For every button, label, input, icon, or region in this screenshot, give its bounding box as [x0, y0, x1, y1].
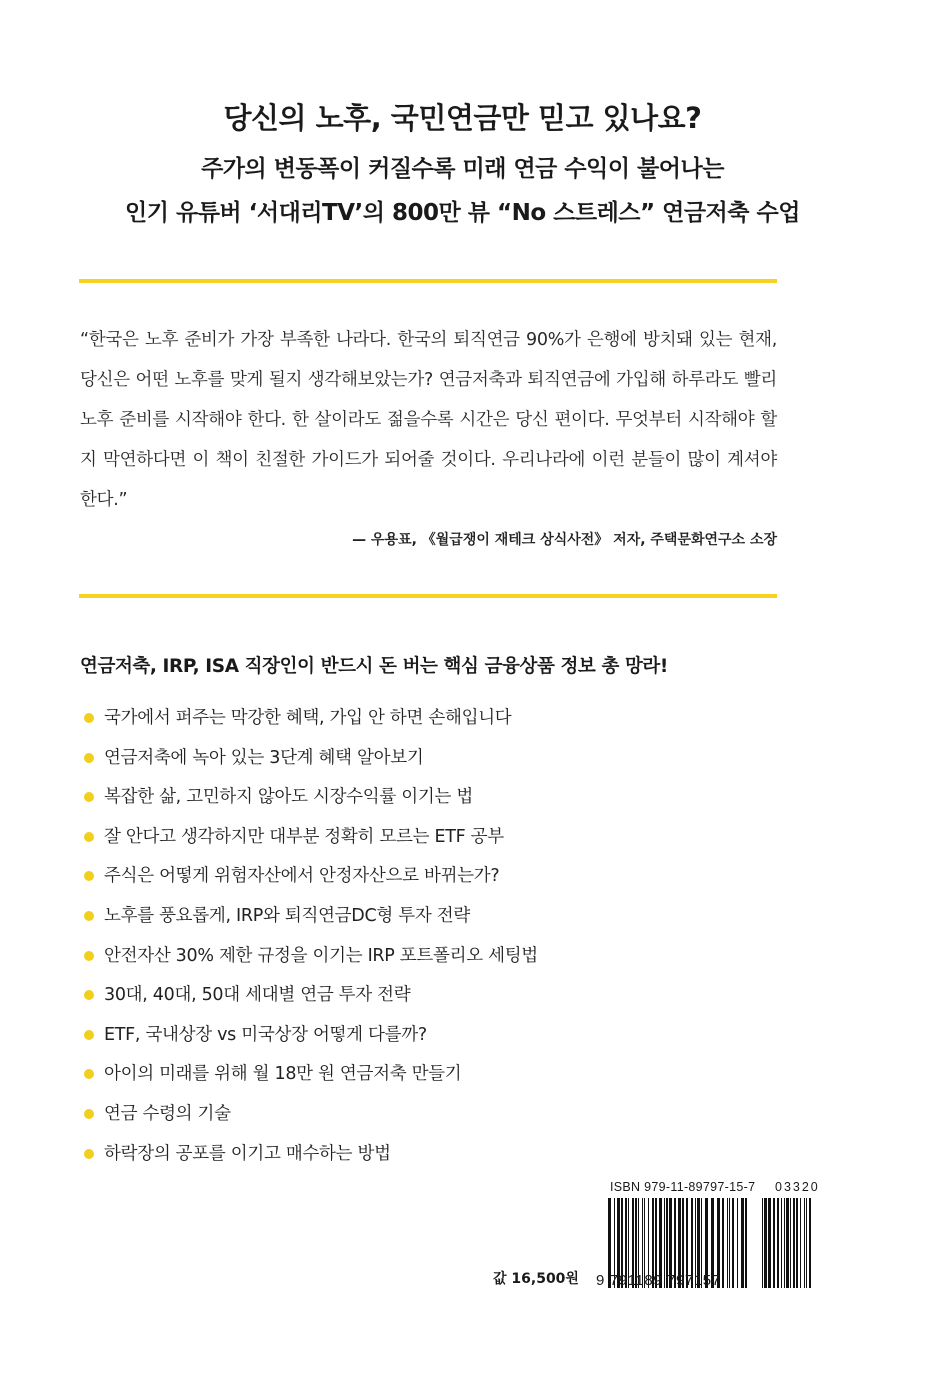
feature-text: 연금 수령의 기술	[104, 1103, 231, 1124]
feature-item	[80, 1096, 538, 1136]
headline-main: 당신의 노후, 국민연금만 믿고 있나요?	[223, 101, 702, 135]
bottom-divider	[79, 594, 777, 598]
feature-item	[80, 1056, 538, 1096]
endorsement-source: — 우용표, 《월급쟁이 재테크 상식사전》 저자, 주택문화연구소 소장	[352, 532, 777, 548]
bullet-icon	[84, 1030, 94, 1040]
feature-text: 안전자산 30% 제한 규정을 이기는 IRP 포트폴리오 세팅법	[104, 945, 538, 966]
endorsement-quote: “한국은 노후 준비가 가장 부족한 나라다. 한국의 퇴직연금 90%가 은행에 방치돼 있는 현재, 당신은 어떤 노후를 맞게 될지 생각해보았는가? 연금저축과 퇴직연금에 가입해 하루라도 빨리 노후 준비를 시작해야 한다. 한 살이라도 젊을수록 시간은 당신 편이다. 무엇부터 시작해야 할지 막연하다면 이 책이 친절한 가이드가 되어줄 것이다. 우리나라에 이런 분들이 많이 계셔야 한다.”	[80, 330, 777, 510]
barcode-addon-icon	[762, 1198, 812, 1288]
feature-text: 하락장의 공포를 이기고 매수하는 방법	[104, 1143, 391, 1164]
feature-item	[80, 740, 538, 780]
feature-text: 주식은 어떻게 위험자산에서 안정자산으로 바뀌는가?	[104, 866, 500, 887]
feature-list	[80, 700, 538, 1175]
bullet-icon	[84, 753, 94, 763]
feature-item	[80, 1136, 538, 1176]
bullet-icon	[84, 911, 94, 921]
feature-text: ETF, 국내상장 vs 미국상장 어떻게 다를까?	[104, 1024, 427, 1045]
bullet-icon	[84, 832, 94, 842]
feature-item	[80, 779, 538, 819]
feature-item	[80, 1017, 538, 1057]
bullet-icon	[84, 871, 94, 881]
bullet-icon	[84, 792, 94, 802]
top-divider	[79, 279, 777, 283]
feature-text: 잘 안다고 생각하지만 대부분 정확히 모르는 ETF 공부	[104, 826, 504, 847]
feature-text: 아이의 미래를 위해 월 18만 원 연금저축 만들기	[104, 1064, 462, 1085]
bullet-icon	[84, 951, 94, 961]
isbn-label: ISBN 979-11-89797-15-7	[610, 1180, 756, 1194]
bullet-icon	[84, 1109, 94, 1119]
headline-sub-1: 주가의 변동폭이 커질수록 미래 연금 수익이 불어나는	[201, 156, 724, 182]
headline-sub-2: 인기 유튜버 ‘서대리TV’의 800만 뷰 “No 스트레스” 연금저축 수업	[125, 200, 800, 226]
feature-item	[80, 700, 538, 740]
price-label: 값 16,500원	[493, 1271, 579, 1287]
feature-text: 30대, 40대, 50대 세대별 연금 투자 전략	[104, 985, 411, 1006]
bullet-icon	[84, 1069, 94, 1079]
feature-text: 연금저축에 녹아 있는 3단계 혜택 알아보기	[104, 747, 424, 768]
feature-text: 복잡한 삶, 고민하지 않아도 시장수익률 이기는 법	[104, 787, 473, 808]
feature-item	[80, 938, 538, 978]
feature-item	[80, 819, 538, 859]
bullet-icon	[84, 990, 94, 1000]
feature-item	[80, 858, 538, 898]
feature-item	[80, 898, 538, 938]
section-title: 연금저축, IRP, ISA 직장인이 반드시 돈 버는 핵심 금융상품 정보 총 망라!	[80, 656, 668, 677]
feature-text: 국가에서 퍼주는 막강한 혜택, 가입 안 하면 손해입니다	[104, 708, 512, 728]
feature-text: 노후를 풍요롭게, IRP와 퇴직연금DC형 투자 전략	[104, 905, 470, 926]
barcode-digits: 9 791189 797157	[596, 1272, 721, 1289]
feature-item	[80, 977, 538, 1017]
barcode-addon-code: 03320	[775, 1180, 820, 1194]
bullet-icon	[84, 713, 94, 723]
bullet-icon	[84, 1149, 94, 1159]
